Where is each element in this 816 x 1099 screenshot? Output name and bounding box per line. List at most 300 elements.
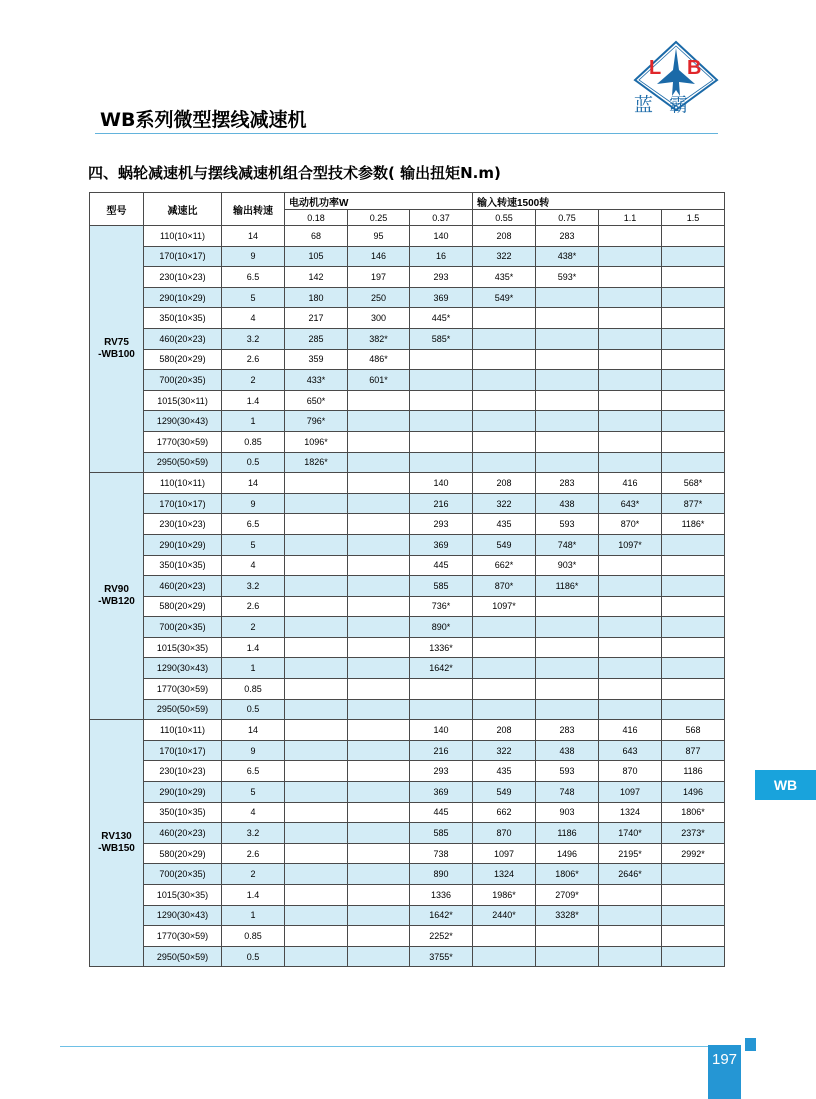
torque-cell [599,267,662,288]
torque-cell [285,823,348,844]
torque-cell: 322 [473,740,536,761]
ratio-cell: 460(20×23) [144,823,222,844]
table-row [90,370,725,391]
torque-cell: 283 [536,720,599,741]
torque-cell [599,452,662,473]
model-name: RV90 [104,584,129,596]
torque-cell: 2440* [473,905,536,926]
ratio-cell: 700(20×35) [144,617,222,638]
ratio-cell: 2950(50×59) [144,946,222,967]
ratio-cell: 170(10×17) [144,740,222,761]
torque-cell [536,596,599,617]
table-row [90,452,725,473]
table-row [90,555,725,576]
output-speed-cell: 1.4 [222,637,285,658]
torque-cell [536,308,599,329]
torque-cell [536,946,599,967]
torque-cell: 438* [536,246,599,267]
torque-cell [285,534,348,555]
torque-cell: 890* [410,617,473,638]
model-name-suffix: -WB150 [98,843,135,855]
torque-cell: 2252* [410,926,473,947]
torque-cell [599,431,662,452]
torque-cell [348,802,410,823]
table-row [90,287,725,308]
torque-cell: 748 [536,782,599,803]
torque-cell [285,926,348,947]
torque-cell: 1097* [599,534,662,555]
torque-cell [662,246,725,267]
torque-cell: 1336* [410,637,473,658]
torque-cell [473,658,536,679]
table-row [90,946,725,967]
torque-cell: 1186 [662,761,725,782]
torque-cell: 285 [285,328,348,349]
ratio-cell: 700(20×35) [144,864,222,885]
torque-cell [348,679,410,700]
torque-cell [662,328,725,349]
table-row [90,699,725,720]
torque-cell: 438 [536,493,599,514]
torque-cell: 796* [285,411,348,432]
ratio-cell: 230(10×23) [144,761,222,782]
model-name-suffix: -WB120 [98,596,135,608]
torque-cell [473,637,536,658]
power-value: 1.5 [662,210,725,226]
torque-cell [536,328,599,349]
torque-cell [348,452,410,473]
output-speed-cell: 2 [222,617,285,638]
torque-cell: 140 [410,473,473,494]
torque-cell: 293 [410,267,473,288]
ratio-cell: 1015(30×11) [144,390,222,411]
output-speed-cell: 5 [222,534,285,555]
torque-cell [662,370,725,391]
torque-cell [662,431,725,452]
output-speed-cell: 2.6 [222,349,285,370]
torque-cell: 322 [473,493,536,514]
torque-cell: 877 [662,740,725,761]
torque-cell [536,370,599,391]
table-row [90,802,725,823]
output-speed-cell: 14 [222,226,285,247]
torque-cell [662,617,725,638]
model-cell [90,226,144,473]
torque-cell: 2709* [536,885,599,906]
torque-cell [348,555,410,576]
torque-cell [662,864,725,885]
logo-letter-l: L [649,57,662,79]
table-row [90,782,725,803]
torque-cell: 1324 [473,864,536,885]
torque-cell [599,555,662,576]
torque-cell: 1806* [536,864,599,885]
torque-cell: 142 [285,267,348,288]
torque-cell [410,349,473,370]
ratio-cell: 1290(30×43) [144,905,222,926]
table-row [90,637,725,658]
torque-cell: 3755* [410,946,473,967]
torque-cell [662,452,725,473]
torque-cell [599,679,662,700]
torque-cell [473,411,536,432]
torque-cell: 593* [536,267,599,288]
torque-cell [662,596,725,617]
torque-cell: 2195* [599,843,662,864]
output-speed-cell: 0.85 [222,926,285,947]
torque-cell [473,679,536,700]
torque-cell [473,308,536,329]
torque-cell [662,411,725,432]
torque-cell: 382* [348,328,410,349]
torque-cell [599,349,662,370]
table-row [90,349,725,370]
torque-cell [599,370,662,391]
torque-cell: 593 [536,514,599,535]
table-row [90,720,725,741]
torque-cell: 445 [410,802,473,823]
torque-cell: 549 [473,534,536,555]
table-row [90,308,725,329]
torque-cell: 1642* [410,905,473,926]
title-divider [95,133,718,134]
ratio-cell: 1015(30×35) [144,637,222,658]
table-row [90,246,725,267]
ratio-cell: 1770(30×59) [144,679,222,700]
torque-cell: 870 [473,823,536,844]
ratio-cell: 460(20×23) [144,576,222,597]
spec-table [89,192,725,967]
torque-cell: 1186* [662,514,725,535]
torque-cell [599,699,662,720]
torque-cell: 322 [473,246,536,267]
torque-cell: 568* [662,473,725,494]
torque-cell [599,905,662,926]
torque-cell [348,390,410,411]
torque-cell [348,946,410,967]
output-speed-cell: 3.2 [222,328,285,349]
output-speed-cell: 2 [222,864,285,885]
power-value: 0.25 [348,210,410,226]
torque-cell [348,926,410,947]
table-row [90,761,725,782]
torque-cell: 601* [348,370,410,391]
power-value: 0.55 [473,210,536,226]
torque-cell [599,596,662,617]
torque-cell [285,493,348,514]
torque-cell [473,452,536,473]
torque-cell [348,740,410,761]
torque-cell [473,349,536,370]
table-row [90,534,725,555]
torque-cell: 435 [473,761,536,782]
torque-cell [662,576,725,597]
output-speed-cell: 4 [222,308,285,329]
ratio-cell: 290(10×29) [144,287,222,308]
torque-cell: 433* [285,370,348,391]
output-speed-cell: 1 [222,905,285,926]
torque-cell: 2646* [599,864,662,885]
output-speed-cell: 6.5 [222,761,285,782]
torque-cell [662,555,725,576]
torque-cell [536,287,599,308]
torque-cell [348,411,410,432]
output-speed-cell: 0.85 [222,431,285,452]
section-side-tab: WB [755,770,816,800]
table-row [90,658,725,679]
table-header-row [90,193,725,210]
torque-cell [285,555,348,576]
torque-cell [348,823,410,844]
torque-cell [599,617,662,638]
torque-cell [285,761,348,782]
ratio-cell: 350(10×35) [144,555,222,576]
torque-cell [662,946,725,967]
torque-cell [348,514,410,535]
torque-cell [348,576,410,597]
torque-cell: 549 [473,782,536,803]
table-row [90,843,725,864]
torque-cell: 662 [473,802,536,823]
torque-cell [536,349,599,370]
torque-cell [599,246,662,267]
torque-cell [348,843,410,864]
torque-cell [536,637,599,658]
output-speed-cell: 14 [222,720,285,741]
torque-cell: 738 [410,843,473,864]
output-speed-cell: 2 [222,370,285,391]
torque-cell [285,658,348,679]
table-row [90,679,725,700]
footer-divider [60,1046,710,1047]
table-row [90,473,725,494]
torque-cell [348,596,410,617]
torque-cell [536,390,599,411]
torque-cell [662,308,725,329]
torque-cell [348,473,410,494]
torque-cell [473,370,536,391]
output-speed-cell: 3.2 [222,576,285,597]
output-speed-cell: 9 [222,493,285,514]
torque-cell [662,226,725,247]
torque-cell: 736* [410,596,473,617]
torque-cell: 217 [285,308,348,329]
torque-cell: 1826* [285,452,348,473]
power-value: 0.37 [410,210,473,226]
logo-chinese-name: 蓝霸 [634,94,705,116]
torque-cell [473,946,536,967]
torque-cell [599,926,662,947]
torque-cell: 369 [410,782,473,803]
torque-cell [348,720,410,741]
torque-cell [473,328,536,349]
torque-cell: 2373* [662,823,725,844]
torque-cell [285,699,348,720]
torque-cell [285,782,348,803]
torque-cell: 1097 [473,843,536,864]
torque-cell: 1186* [536,576,599,597]
torque-cell: 283 [536,473,599,494]
torque-cell: 68 [285,226,348,247]
torque-cell [348,534,410,555]
torque-cell: 438 [536,740,599,761]
ratio-cell: 1770(30×59) [144,926,222,947]
torque-cell [536,699,599,720]
torque-cell [662,658,725,679]
table-row [90,926,725,947]
torque-cell [536,617,599,638]
torque-cell [348,658,410,679]
torque-cell [410,370,473,391]
ratio-cell: 350(10×35) [144,802,222,823]
torque-cell [599,658,662,679]
torque-cell [410,699,473,720]
torque-cell [285,946,348,967]
ratio-cell: 580(20×29) [144,349,222,370]
torque-cell: 585* [410,328,473,349]
torque-cell [285,473,348,494]
torque-cell [348,761,410,782]
torque-cell: 180 [285,287,348,308]
table-row [90,411,725,432]
output-speed-cell: 2.6 [222,843,285,864]
torque-cell [285,576,348,597]
torque-cell [599,411,662,432]
torque-cell [285,617,348,638]
torque-cell: 197 [348,267,410,288]
torque-cell: 1806* [662,802,725,823]
torque-cell: 293 [410,761,473,782]
torque-cell [348,885,410,906]
torque-cell: 585 [410,576,473,597]
torque-cell: 435 [473,514,536,535]
output-speed-cell: 3.2 [222,823,285,844]
torque-cell: 593 [536,761,599,782]
torque-cell: 1496 [536,843,599,864]
torque-cell: 870* [599,514,662,535]
torque-cell [473,699,536,720]
torque-cell [536,658,599,679]
torque-cell: 1096* [285,431,348,452]
torque-cell: 369 [410,287,473,308]
torque-cell: 890 [410,864,473,885]
page-corner-mark [745,1038,756,1051]
page-number: 197 [708,1045,741,1099]
output-speed-cell: 2.6 [222,596,285,617]
ratio-cell: 1770(30×59) [144,431,222,452]
output-speed-cell: 1.4 [222,390,285,411]
torque-cell [536,679,599,700]
output-speed-cell: 0.85 [222,679,285,700]
table-row [90,617,725,638]
output-speed-cell: 0.5 [222,946,285,967]
torque-cell [662,390,725,411]
table-row [90,493,725,514]
torque-cell: 1097* [473,596,536,617]
model-name: RV75 [104,337,129,349]
torque-cell [599,287,662,308]
output-speed-cell: 5 [222,782,285,803]
table-row [90,226,725,247]
ratio-cell: 460(20×23) [144,328,222,349]
table-row [90,885,725,906]
torque-cell [599,308,662,329]
torque-cell: 1740* [599,823,662,844]
torque-cell: 416 [599,720,662,741]
torque-cell [662,679,725,700]
torque-cell: 283 [536,226,599,247]
ratio-cell: 170(10×17) [144,246,222,267]
torque-cell [662,267,725,288]
ratio-cell: 700(20×35) [144,370,222,391]
output-speed-cell: 5 [222,287,285,308]
ratio-cell: 290(10×29) [144,534,222,555]
torque-cell: 2992* [662,843,725,864]
torque-cell: 445 [410,555,473,576]
torque-cell: 643* [599,493,662,514]
torque-cell: 568 [662,720,725,741]
table-row [90,596,725,617]
header-input-speed: 输入转速1500转 [473,193,725,210]
torque-cell [473,390,536,411]
torque-cell: 208 [473,226,536,247]
torque-cell [410,411,473,432]
torque-cell [662,637,725,658]
torque-cell [348,782,410,803]
output-speed-cell: 6.5 [222,514,285,535]
torque-cell [599,576,662,597]
ratio-cell: 290(10×29) [144,782,222,803]
torque-cell: 140 [410,226,473,247]
model-name: RV130 [101,831,132,843]
table-row [90,514,725,535]
torque-cell [410,679,473,700]
torque-cell [599,328,662,349]
torque-cell [285,864,348,885]
torque-cell [662,349,725,370]
output-speed-cell: 6.5 [222,267,285,288]
torque-cell: 1186 [536,823,599,844]
torque-cell: 903 [536,802,599,823]
torque-cell: 643 [599,740,662,761]
torque-cell [348,493,410,514]
torque-cell [285,802,348,823]
torque-cell [410,431,473,452]
torque-cell: 300 [348,308,410,329]
torque-cell [662,905,725,926]
power-value: 1.1 [599,210,662,226]
table-row [90,267,725,288]
ratio-cell: 110(10×11) [144,720,222,741]
torque-cell: 140 [410,720,473,741]
output-speed-cell: 14 [222,473,285,494]
ratio-cell: 1290(30×43) [144,411,222,432]
output-speed-cell: 1 [222,658,285,679]
output-speed-cell: 0.5 [222,699,285,720]
torque-cell [348,431,410,452]
torque-cell: 105 [285,246,348,267]
ratio-cell: 110(10×11) [144,473,222,494]
header-output-speed: 输出转速 [222,193,285,226]
ratio-cell: 1015(30×35) [144,885,222,906]
table-row [90,905,725,926]
torque-cell: 870 [599,761,662,782]
logo-letter-b: B [687,57,702,79]
ratio-cell: 580(20×29) [144,596,222,617]
torque-cell [410,390,473,411]
torque-cell: 416 [599,473,662,494]
torque-cell [536,411,599,432]
